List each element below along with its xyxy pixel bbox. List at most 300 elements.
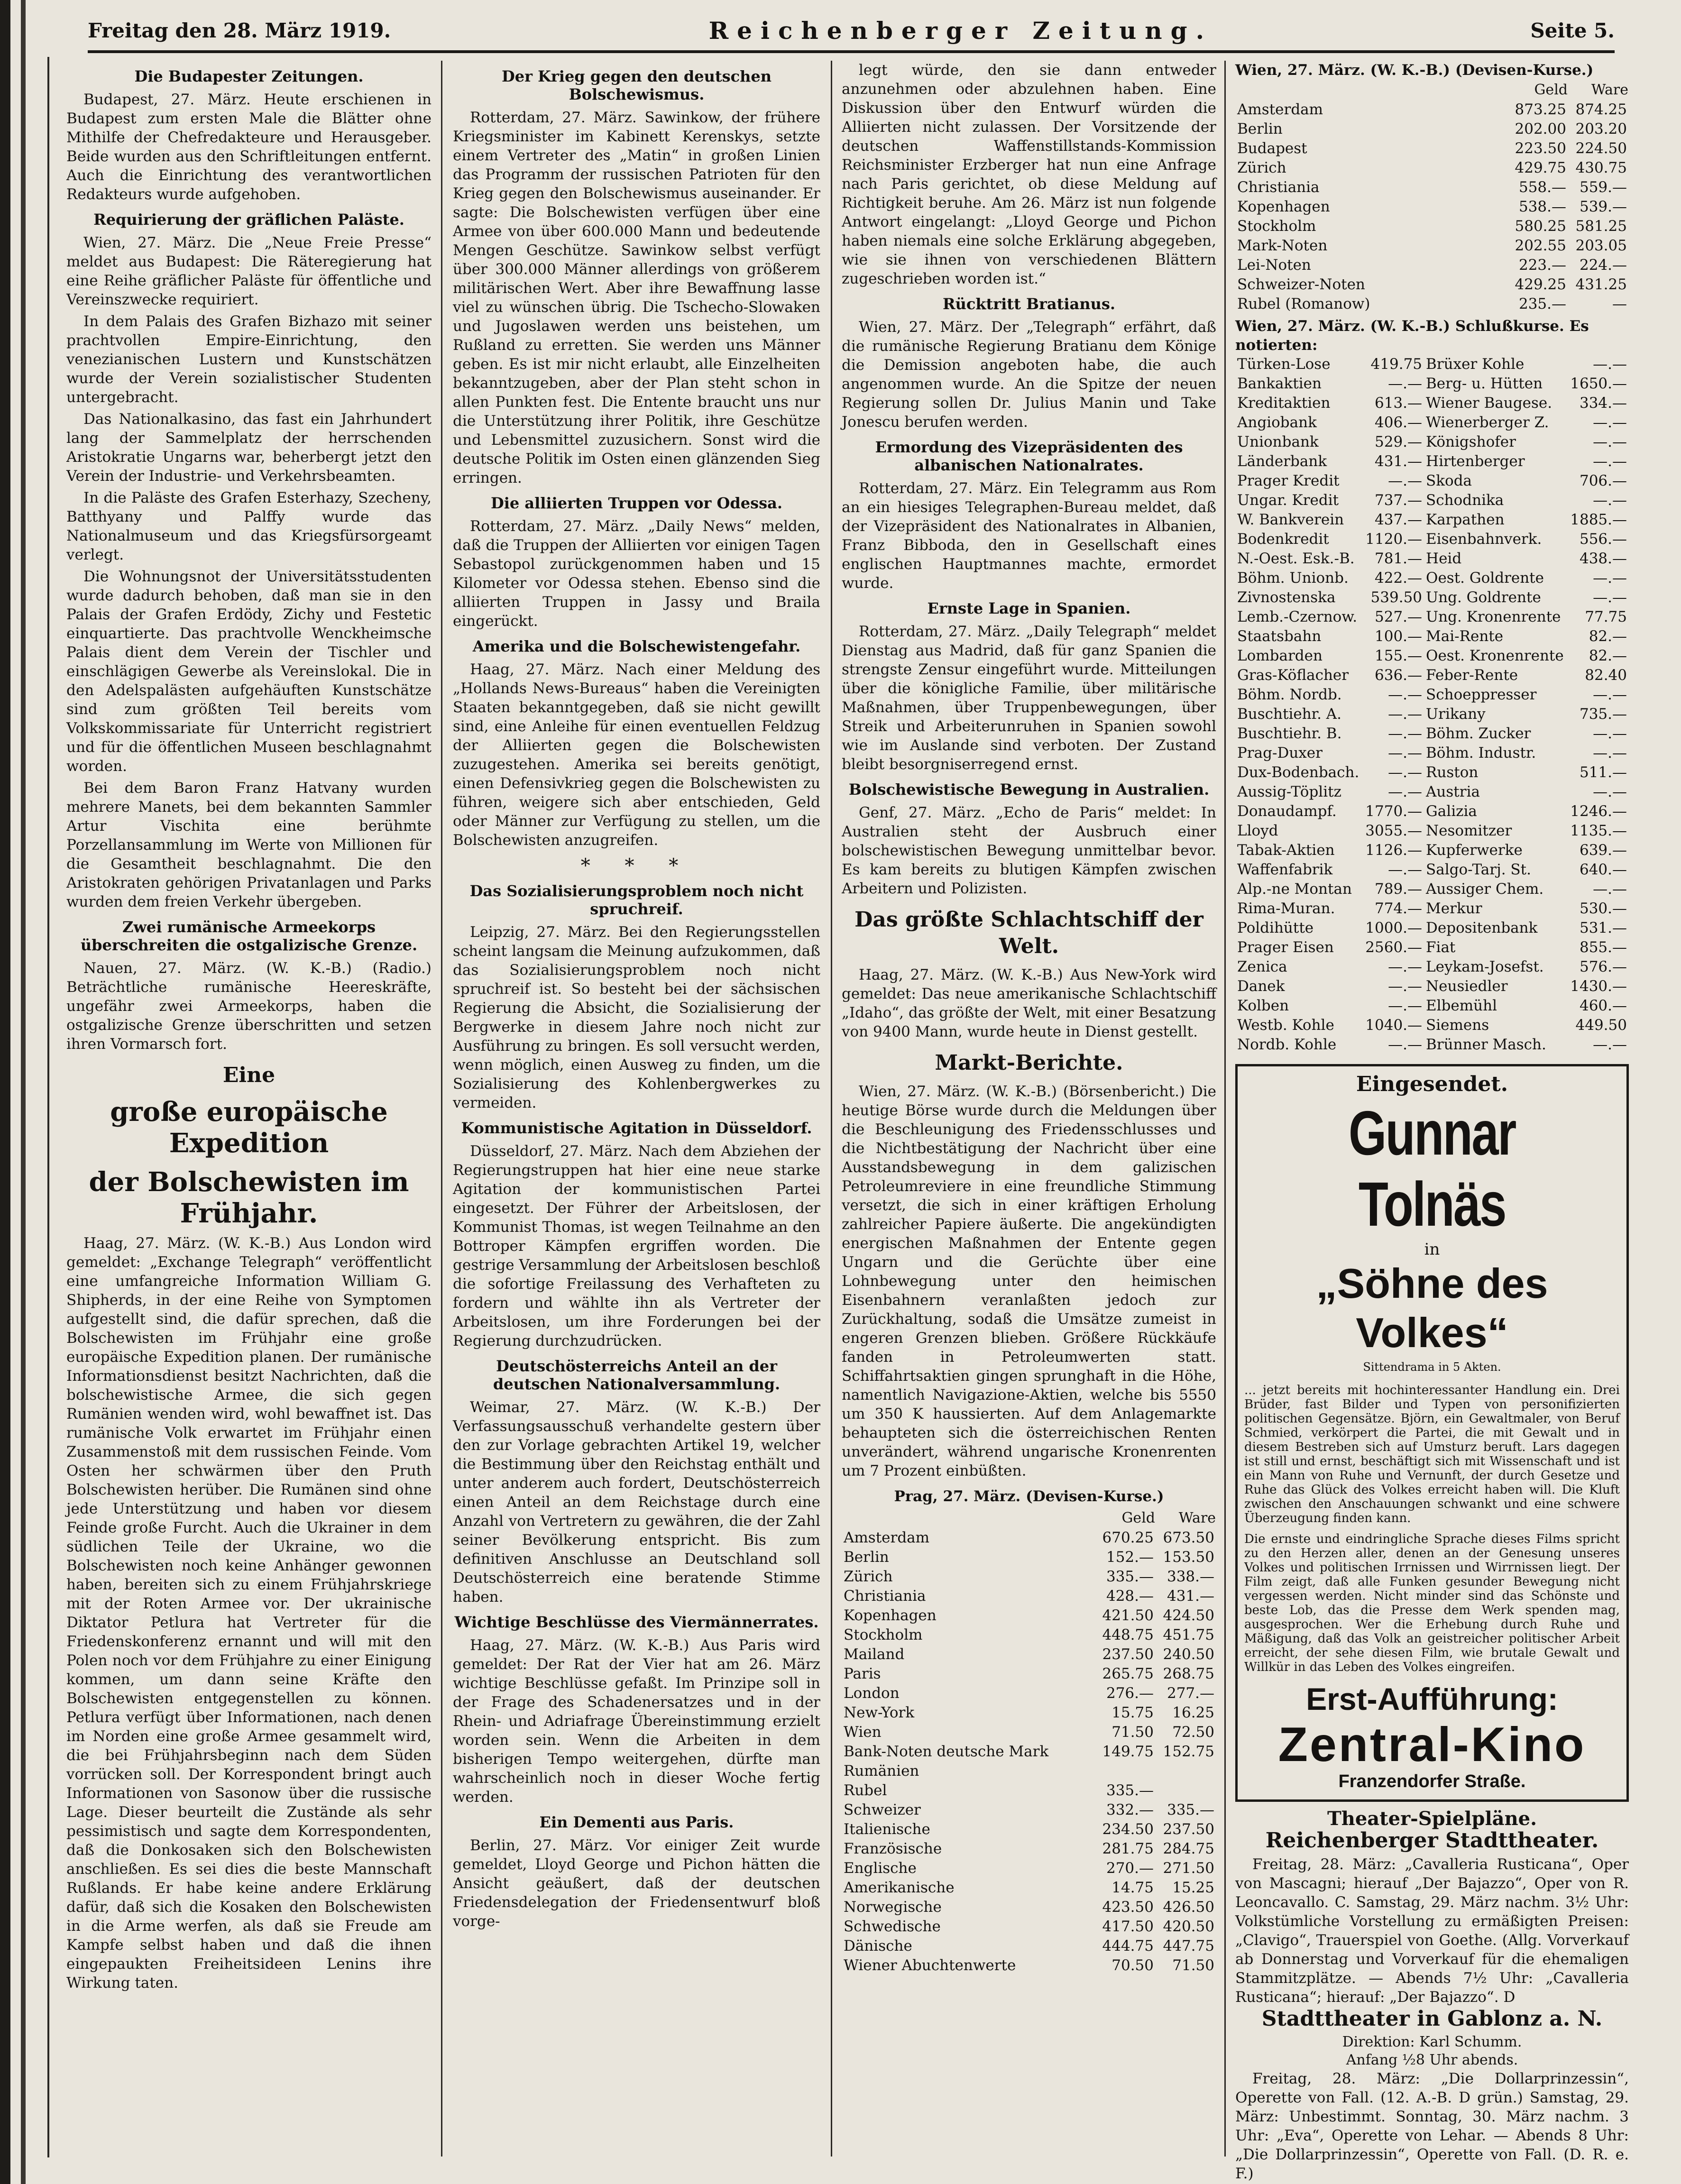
theater-section-title: Theater-Spielpläne. xyxy=(1327,1808,1537,1830)
table-cell: 15.25 xyxy=(1172,1879,1214,1896)
table-cell: 277.— xyxy=(1167,1685,1214,1702)
table-cell: 234.50 xyxy=(1102,1821,1154,1838)
table-row xyxy=(1235,256,1629,275)
table-cell: Danek xyxy=(1237,978,1285,995)
table-cell: 447.75 xyxy=(1163,1937,1214,1955)
table-row xyxy=(1235,724,1629,743)
table-row xyxy=(842,1703,1216,1723)
table-cell: Galizia xyxy=(1426,803,1477,820)
table-cell: —.— xyxy=(1388,997,1423,1014)
table-cell: 82.— xyxy=(1589,628,1627,645)
table-cell: 539.50 xyxy=(1370,589,1423,606)
article-headline: Die Budapester Zeitungen. xyxy=(134,67,364,85)
table-row xyxy=(842,1839,1216,1859)
table-row xyxy=(1235,413,1629,432)
table-row xyxy=(1235,841,1629,860)
table-cell: Eisenbahnverk. xyxy=(1426,531,1542,548)
table-cell: Kreditaktien xyxy=(1237,395,1331,412)
article-text: Haag, 27. März. (W. K.-B.) Aus New-York wird gemeldet: Das neue amerikanische Schlachtschiff „Idaho“, das größte der Welt, mit einer Besatzung von 9400 Mann, wurde heute in Dienst gestellt. xyxy=(842,966,1216,1040)
table-cell: 424.50 xyxy=(1163,1607,1214,1624)
table-cell: 100.— xyxy=(1375,628,1423,645)
article-headline: Zwei rumänische Armeekorps überschreiten die ostgalizische Grenze. xyxy=(80,918,418,954)
table-cell: Böhm. Unionb. xyxy=(1237,569,1349,587)
table-cell: 284.75 xyxy=(1163,1840,1214,1857)
table-row xyxy=(842,1936,1216,1956)
closing-rates-title: Wien, 27. März. (W. K.-B.) Schlußkurse. Es notierten: xyxy=(1235,318,1589,354)
table-row xyxy=(1235,880,1629,899)
table-cell: 511.— xyxy=(1579,764,1627,781)
table-cell: Wiener Baugese. xyxy=(1426,395,1552,412)
article-text: Düsseldorf, 27. März. Nach dem Abziehen der Regierungstruppen hat hier eine neue starke Agitation der kommunistischen Partei eingesetzt. Der Führer der Arbeitslosen, der Kommunist Thomas, ist wegen Teilnahme an den Bottroper Kämpfen ergriffen worden. Die gestrige Versammlung der Arbeitslosen beschloß die sofortige Freilassung des Verhafteten zu fordern und wählte ihn als Vertreter der Arbeitslosen, um ihre Forderungen bei der Regierung durchzudrücken. xyxy=(453,1143,820,1349)
table-cell: Siemens xyxy=(1426,1017,1489,1034)
table-cell: Ung. Kronenrente xyxy=(1426,608,1561,625)
table-cell: Schoeppresser xyxy=(1426,686,1537,703)
table-cell: 332.— xyxy=(1106,1801,1154,1818)
article-headline: Ernste Lage in Spanien. xyxy=(927,599,1131,617)
table-cell: Prag-Duxer xyxy=(1237,744,1323,762)
table-cell: 265.75 xyxy=(1102,1665,1154,1682)
table-cell: Waffenfabrik xyxy=(1237,861,1333,878)
table-cell: 438.— xyxy=(1579,550,1627,567)
table-cell: —.— xyxy=(1593,1036,1627,1053)
column-1 xyxy=(66,61,432,2156)
table-cell: 449.50 xyxy=(1575,1017,1627,1034)
table-cell: 538.— xyxy=(1518,198,1566,215)
table-cell: 419.75 xyxy=(1370,356,1423,373)
article-text: Weimar, 27. März. (W. K.-B.) Der Verfassungsausschuß verhandelte gestern über den zur Vorlage gebrachten Artikel 19, welcher die Bestimmung über den Reichstag enthält und unter anderem auch fordert, Deutschösterreich einen Anteil an dem Reichstage durch eine Anzahl von Vertretern zu gewähren, die der Zahl seiner Bevölkerung entspricht. Bis zum definitiven Anschlusse an Deutschland soll Deutschösterreich eine beratende Stimme haben. xyxy=(453,1399,820,1606)
table-cell: 428.— xyxy=(1106,1588,1154,1605)
table-header-row xyxy=(1235,80,1629,100)
table-cell: Brüxer Kohle xyxy=(1426,356,1525,373)
table-cell: Amsterdam xyxy=(1237,101,1323,118)
table-cell: Westb. Kohle xyxy=(1237,1017,1334,1034)
prag-rates-title: Prag, 27. März. (Devisen-Kurse.) xyxy=(894,1488,1164,1505)
table-cell: —.— xyxy=(1593,492,1627,509)
table-cell: 426.50 xyxy=(1163,1899,1214,1916)
closing-rates-table xyxy=(1235,355,1629,1055)
table-cell: —.— xyxy=(1388,472,1423,489)
column-header: Geld xyxy=(1534,82,1568,98)
table-cell: Italienische xyxy=(844,1821,930,1838)
table-cell: 422.— xyxy=(1375,569,1423,587)
table-row xyxy=(1235,217,1629,236)
table-cell: Urikany xyxy=(1426,706,1486,723)
table-cell: Christiania xyxy=(844,1588,926,1605)
article-headline: Ermordung des Vizepräsidenten des albanischen Nationalrates. xyxy=(875,438,1183,474)
table-cell: 581.25 xyxy=(1575,218,1627,235)
table-cell: Zenica xyxy=(1237,958,1287,975)
table-cell: Englische xyxy=(844,1860,917,1877)
table-cell: 271.50 xyxy=(1163,1860,1214,1877)
table-cell: —.— xyxy=(1593,589,1627,606)
table-row xyxy=(1235,763,1629,782)
page-margin-rule xyxy=(47,57,49,2157)
header-page-number: Seite 5. xyxy=(1530,18,1615,42)
table-cell: Lemb.-Czernow. xyxy=(1237,608,1358,625)
table-cell: —.— xyxy=(1388,861,1423,878)
table-cell: —.— xyxy=(1593,453,1627,470)
table-cell: 237.50 xyxy=(1102,1646,1154,1663)
table-cell: Dux-Bodenbach. xyxy=(1237,764,1359,781)
table-cell: 873.25 xyxy=(1515,101,1566,118)
table-cell: 558.— xyxy=(1518,179,1566,196)
table-cell: Leykam-Josefst. xyxy=(1426,958,1544,975)
table-cell: 223.50 xyxy=(1515,140,1566,157)
table-cell: 149.75 xyxy=(1102,1743,1154,1760)
table-cell: Nordb. Kohle xyxy=(1237,1036,1337,1053)
column-header: Ware xyxy=(1591,82,1628,98)
table-cell: —.— xyxy=(1388,706,1423,723)
article-text: In die Paläste des Grafen Esterhazy, Szecheny, Batthyany und Palffy wurde das Nationalmuseum und das Kriegsfürsorgeamt verlegt. xyxy=(66,489,432,563)
table-cell: Rumänien xyxy=(844,1762,919,1780)
table-cell: 82.— xyxy=(1589,647,1627,664)
table-row xyxy=(1235,938,1629,957)
table-cell: 1650.— xyxy=(1570,375,1627,392)
table-cell: 448.75 xyxy=(1102,1626,1154,1643)
table-cell: 16.25 xyxy=(1172,1704,1214,1721)
feature-headline: der Bolschewisten im Frühjahr. xyxy=(89,1166,409,1229)
table-cell xyxy=(1095,1762,1156,1781)
table-header-row xyxy=(842,1508,1216,1528)
article-headline: Rücktritt Bratianus. xyxy=(942,295,1115,313)
article-text: In dem Palais des Grafen Bizhazo mit seiner prachtvollen Empire-Einrichtung, den venezianischen Lustern und Kunstschätzen wurde der Verein sozialistischer Studenten untergebracht. xyxy=(66,313,432,406)
article-text: Haag, 27. März. Nach einer Meldung des „Hollands News-Bureaus“ haben die Vereinigten Staaten bekanntgegeben, daß sie nicht gewillt sind, eine Anleihe für einen eventuellen Feldzug der Alliierten gegen die Bolschewisten zuzugestehen. Amerika sei bereits genötigt, einen Defensivkrieg gegen die Bolschewisten zu führen, weigere sich aber entschieden, Geld oder Männer zur Verfügung zu stellen, um die Bolschewisten anzugreifen. xyxy=(453,661,820,849)
table-cell: 421.50 xyxy=(1102,1607,1154,1624)
table-cell: 556.— xyxy=(1579,531,1627,548)
table-row xyxy=(1235,996,1629,1016)
table-cell: Bank-Noten deutsche Mark xyxy=(844,1743,1049,1760)
article-headline: Deutschösterreichs Anteil an der deutschen Nationalversammlung. xyxy=(493,1357,781,1393)
table-cell: Karpathen xyxy=(1426,511,1505,528)
table-cell: Prager Kredit xyxy=(1237,472,1340,489)
table-row xyxy=(842,1567,1216,1587)
table-cell: —.— xyxy=(1593,744,1627,762)
table-row xyxy=(1235,178,1629,197)
table-cell: 155.— xyxy=(1375,647,1423,664)
table-cell: 636.— xyxy=(1375,667,1423,684)
table-row xyxy=(1235,918,1629,938)
table-cell: 281.75 xyxy=(1102,1840,1154,1857)
table-cell: 3055.— xyxy=(1365,822,1423,839)
table-cell: —.— xyxy=(1388,958,1423,975)
section-separator: * * * xyxy=(580,855,693,877)
table-cell: 673.50 xyxy=(1163,1529,1214,1546)
theater-start-time: Anfang ½8 Uhr abends. xyxy=(1346,2052,1518,2068)
table-cell: 153.50 xyxy=(1163,1549,1214,1566)
table-cell: 1430.— xyxy=(1570,978,1627,995)
table-cell: Budapest xyxy=(1237,140,1307,157)
column-rule xyxy=(1224,61,1226,2156)
table-cell: —.— xyxy=(1388,1036,1423,1053)
article-text: Die Wohnungsnot der Universitätsstudenten wurde dadurch behoben, daß man sie in den Palais der Grafen Erdödy, Zichy und Festetic einquartierte. Das prachtvolle Wenckheimsche Palais dient dem Verein der Tischler und einschlägigen Gewerbe als Vereinslokal. Die in den Adelspalästen aufgehäuften Kunstschätze sind zum größten Teil bereits vom Volkskommissariate für Unterricht registriert und für die öffentlichen Museen beschlagnahmt worden. xyxy=(66,568,432,775)
table-cell: 539.— xyxy=(1579,198,1627,215)
theater-program: Freitag, 28. März: „Die Dollarprinzessin“, Operette von Fall. (12. A.-B. D grün.) Samstag, 29. März: Unbestimmt. Sonntag, 30. März nachm. 3 Uhr: „Eva“, Operette von Lehar. — Abends 8 Uhr: „Die Dollarprinzessin“, Operette von Fall. (D. R. e. F.) xyxy=(1235,2070,1629,2182)
table-row xyxy=(842,1625,1216,1645)
ad-actor-name: Gunnar Tolnäs xyxy=(1348,1098,1516,1239)
table-cell: 152.75 xyxy=(1163,1743,1214,1760)
table-cell: Mai-Rente xyxy=(1426,628,1504,645)
ad-text: ... jetzt bereits mit hochinteressanter Handlung ein. Drei Brüder, fast Bilder und Typen von personifizierten politischen Gegensätze. Björn, ein Gewaltmaler, von Beruf Schmied, verkörpert die Partei, die mit Gewalt und in diesem Bestreben sich auf Umsturz beruft. Lars dagegen ist still und ernst, beschäftigt sich mit Wissenschaft und ist ein Mann von Ruhe und Vernunft, der durch Gesetze und Ruhe das Glück des Volkes erreicht haben will. Die Kluft zwischen den Anschauungen schwankt und eine schwere Überzeugung finden kann. xyxy=(1244,1383,1620,1525)
table-cell: 77.75 xyxy=(1585,608,1627,625)
ad-film-title: „Söhne des Volkes“ xyxy=(1316,1260,1548,1356)
table-row xyxy=(1235,1035,1629,1055)
table-row xyxy=(842,1684,1216,1703)
table-cell: 82.40 xyxy=(1585,667,1627,684)
table-cell: 223.— xyxy=(1518,257,1566,274)
table-cell: 335.— xyxy=(1106,1782,1154,1799)
table-cell: 420.50 xyxy=(1163,1918,1214,1935)
table-cell: Donaudampf. xyxy=(1237,803,1337,820)
table-row xyxy=(1235,1016,1629,1035)
article-text: Das Nationalkasino, das fast ein Jahrhundert lang der Sammelplatz der herrschenden Aristokratie Ungarns war, beherbergt jetzt den Verein der Industrie- und Verkehrsbeamten. xyxy=(66,411,432,485)
table-cell: Amsterdam xyxy=(844,1529,930,1546)
table-cell: Rubel xyxy=(844,1782,887,1799)
table-cell: Französische xyxy=(844,1840,942,1857)
table-row xyxy=(842,1548,1216,1567)
table-cell: 437.— xyxy=(1375,511,1423,528)
table-row xyxy=(1235,802,1629,821)
table-cell: Lloyd xyxy=(1237,822,1278,839)
article-text: Bei dem Baron Franz Hatvany wurden mehrere Manets, bei dem bekannten Sammler Artur Vischita eine berühmte Porzellansammlung im Werte von Millionen für die Gesamtheit beschlagnahmt. Die den Aristokraten gehörigen Privatanlagen und Parks wurden dem freien Verkehr übergeben. xyxy=(66,780,432,910)
theater-title: Stadttheater in Gablonz a. N. xyxy=(1261,2007,1603,2031)
ad-in: in xyxy=(1424,1240,1440,1259)
table-row xyxy=(842,1645,1216,1664)
table-cell: Buschtiehr. B. xyxy=(1237,725,1342,742)
feature-headline: große europäische Expedition xyxy=(110,1096,388,1159)
table-cell: Fiat xyxy=(1426,939,1456,956)
article-text: Rotterdam, 27. März. Ein Telegramm aus Rom an ein hiesiges Telegraphen-Bureau meldet, daß der Vizepräsident des Nationalrates in Albanien, Franz Bibboda, den in Gesellschaft eines englischen Hauptmannes machte, ermordet wurde. xyxy=(842,480,1216,592)
table-row xyxy=(1235,782,1629,802)
table-cell: Böhm. Zucker xyxy=(1426,725,1531,742)
table-cell: Alp.-ne Montan xyxy=(1237,881,1352,898)
table-row xyxy=(1235,139,1629,158)
table-cell: 276.— xyxy=(1106,1685,1154,1702)
article-text: Rotterdam, 27. März. „Daily News“ melden, daß die Truppen der Alliierten vor einigen Tagen Sebastopol zurückgenommen haben und 15 Kilometer vor Odessa stehen. Ebenso sind die alliierten Truppen in Jassy und Braila eingerückt. xyxy=(453,518,820,630)
table-cell: Königshofer xyxy=(1426,433,1516,450)
table-cell: 430.75 xyxy=(1575,159,1627,176)
table-cell: Mark-Noten xyxy=(1237,237,1328,254)
table-cell: Ruston xyxy=(1426,764,1479,781)
table-cell: 639.— xyxy=(1579,842,1627,859)
table-cell: Schweizer-Noten xyxy=(1237,276,1365,293)
table-cell: Staatsbahn xyxy=(1237,628,1322,645)
table-cell: 72.50 xyxy=(1172,1724,1214,1741)
ad-cinema-street: Franzendorfer Straße. xyxy=(1338,1771,1526,1791)
table-cell: 203.20 xyxy=(1575,120,1627,138)
table-cell: —.— xyxy=(1388,744,1423,762)
table-cell: —.— xyxy=(1593,433,1627,450)
table-cell: 270.— xyxy=(1106,1860,1154,1877)
table-cell: Buschtiehr. A. xyxy=(1237,706,1342,723)
table-cell: 338.— xyxy=(1167,1568,1214,1585)
table-cell: Kopenhagen xyxy=(844,1607,937,1624)
table-row xyxy=(1235,977,1629,996)
table-cell: —.— xyxy=(1388,783,1423,800)
table-cell: 406.— xyxy=(1375,414,1423,431)
table-cell: Hirtenberger xyxy=(1426,453,1525,470)
feature-headline: Das größte Schlachtschiff der Welt. xyxy=(854,908,1203,958)
ad-label: Eingesendet. xyxy=(1356,1072,1508,1096)
table-cell: Gras-Köflacher xyxy=(1237,667,1349,684)
theater-program: Freitag, 28. März: „Cavalleria Rusticana“, Oper von Mascagni; hierauf „Der Bajazzo“, Oper von R. Leoncavallo. C. Samstag, 29. März nachm. 3½ Uhr: Volkstümliche Vorstellung zu ermäßigten Preisen: „Clavigo“, Trauerspiel von Goethe. (Allg. Vorverkauf ab Donnerstag und Vorverkauf für die ehemaligen Stammitzplätze. — Abends 7½ Uhr: „Cavalleria Rusticana“; hierauf: „Der Bajazzo“. D xyxy=(1235,1856,1629,2006)
table-cell: 670.25 xyxy=(1102,1529,1154,1546)
header-date: Freitag den 28. März 1919. xyxy=(88,18,391,42)
table-row xyxy=(1235,627,1629,646)
wien-rates-table xyxy=(1235,80,1629,314)
table-cell: Zivnostenska xyxy=(1237,589,1336,606)
table-cell: 417.50 xyxy=(1102,1918,1154,1935)
table-row xyxy=(842,1587,1216,1606)
table-cell: 429.25 xyxy=(1515,276,1566,293)
table-cell: 235.— xyxy=(1518,295,1566,312)
table-row xyxy=(842,1723,1216,1742)
table-row xyxy=(1235,899,1629,918)
table-cell: W. Bankverein xyxy=(1237,511,1344,528)
table-cell: Feber-Rente xyxy=(1426,667,1518,684)
feature-headline-kicker: Eine xyxy=(222,1063,276,1087)
table-cell: 1040.— xyxy=(1365,1017,1423,1034)
section-headline-markets: Markt-Berichte. xyxy=(935,1051,1123,1075)
table-row xyxy=(842,1820,1216,1839)
column-header: Ware xyxy=(1178,1510,1216,1526)
table-cell: 1246.— xyxy=(1570,803,1627,820)
wien-rates-title: Wien, 27. März. (W. K.-B.) (Devisen-Kurse.) xyxy=(1235,62,1594,79)
table-cell: 423.50 xyxy=(1102,1899,1154,1916)
table-row xyxy=(842,1859,1216,1878)
table-row xyxy=(1235,569,1629,588)
table-cell: 1885.— xyxy=(1570,511,1627,528)
table-cell: Nesomitzer xyxy=(1426,822,1512,839)
table-cell: 640.— xyxy=(1579,861,1627,878)
table-cell: Rima-Muran. xyxy=(1237,900,1335,917)
table-cell: Heid xyxy=(1426,550,1462,567)
table-cell: 334.— xyxy=(1579,395,1627,412)
prag-rates-table xyxy=(842,1508,1216,1975)
table-cell: Kolben xyxy=(1237,997,1289,1014)
table-cell: — xyxy=(1612,295,1627,312)
table-row xyxy=(842,1800,1216,1820)
table-row xyxy=(1235,530,1629,549)
table-cell: Kupferwerke xyxy=(1426,842,1523,859)
table-cell: 240.50 xyxy=(1163,1646,1214,1663)
scan-edge xyxy=(0,0,10,2184)
table-row xyxy=(842,1917,1216,1936)
article-text: Budapest, 27. März. Heute erschienen in Budapest zum ersten Male die Blätter ohne Mithilfe der Chefredakteure und Herausgeber. Beide wurden aus den Schriftleitungen entfernt. Auch die Einrichtung des verantwortlichen Redakteurs wurde aufgehoben. xyxy=(66,91,432,203)
table-cell: 451.75 xyxy=(1163,1626,1214,1643)
article-text: Wien, 27. März. (W. K.-B.) (Börsenbericht.) Die heutige Börse wurde durch die Meldungen über die Beschleunigung des Friedensschlusses und die Nichtbestätigung der Nachricht über eine Ausstandsbewegung in dem galizischen Petroleumreviere in eine freundliche Stimmung versetzt, die sich in einer kräftigen Erholung zahlreicher Papiere äußerte. Die angekündigten energischen Maßnahmen der Entente gegen Ungarn und die Gerüchte über eine Lohnbewegung unter den heimischen Eisenbahnern veranlaßten jedoch zur Zurückhaltung, sodaß die Umsätze zumeist in engeren Grenzen blieben. Größere Rückkäufe fanden in Petroleumwerten statt. Schiffahrtsaktien gingen sprunghaft in die Höhe, namentlich Navigazione-Aktien, welche bis 5550 um 350 K haussierten. Auf dem Anlagemarkte behaupteten sich die österreichischen Renten unverändert, während ungarische Kronenrenten um 7 Prozent einbüßten. xyxy=(842,1083,1216,1479)
table-cell: —.— xyxy=(1388,375,1423,392)
table-cell: Amerikanische xyxy=(844,1879,955,1896)
table-cell: —.— xyxy=(1593,725,1627,742)
table-cell: Norwegische xyxy=(844,1899,942,1916)
article-text: Haag, 27. März. (W. K.-B.) Aus Paris wird gemeldet: Der Rat der Vier hat am 26. März wichtige Beschlüsse gefaßt. Im Prinzipe soll in der Frage des Schadenersatzes und in der Rhein- und Adriafrage Übereinstimmung erzielt worden sein. Wenn die Arbeiten in dem bisherigen Tempo weitergehen, dürfte man wahrscheinlich noch in dieser Woche fertig werden. xyxy=(453,1637,820,1806)
article-text: Berlin, 27. März. Vor einiger Zeit wurde gemeldet, Lloyd George und Pichon hätten die Ansicht geäußert, daß der deutschen Friedensdelegation der Friedensentwurf bloß vorge- xyxy=(453,1837,820,1930)
article-text: Haag, 27. März. (W. K.-B.) Aus London wird gemeldet: „Exchange Telegraph“ veröffentlicht eine umfangreiche Information William G. Shipherds, in der eine Reihe von Symptomen aufgestellt sind, die dafür sprechen, daß die Bolschewisten im Frühjahr eine große europäische Expedition planen. Der rumänische Informationsdienst besitzt Nachrichten, daß die bolschewistische Armee, die sich gegen Rumänien wenden wird, wohl bewaffnet ist. Das rumänische Volk erwartet im Frühjahr einen Zusammenstoß mit dem russischen Feinde. Vom Osten her schwärmen über den Pruth Bolschewisten herüber. Die Rumänen sind ohne jede Unterstützung und haben vor diesem Feinde große Furcht. Auch die Ukrainer in dem südlichen Teile der Ukraine, wo die Bolschewisten noch keine Anhänger gewonnen haben, bereiten sich zu einem Frühjahrskriege mit der Roten Armee vor. Der ukrainische Diktator Petlura hat Vertreter für die Friedenskonferenz ernannt und will mit den Polen noch vor dem Frühjahre zu einer Einigung kommen, um dann seine Kräfte den Bolschewisten entgegenstellen zu können. Petlura verfügt über Informationen, nach denen im Norden eine große Armee gesammelt wird, die bei Frühjahrsbeginn nach dem Süden vorrücken soll. Der Korrespondent bringt auch Informationen von Sasonow über die russische Lage. Dieser beurteilt die Zustände als sehr pessimistisch und sagte dem Korrespondenten, daß die Donkosaken sich den Bolschewisten anschließen. Es sei dies die beste Mannschaft Rußlands. Er habe keine andere Erklärung dafür, daß sich die Kosaken den Bolschewisten in die Arme werfen, als daß sie Freude am Kampfe selbst haben und daß die ihnen eingepaukten Freiheitsideen Lenins ihre Wirkung taten. xyxy=(66,1235,432,1991)
table-cell: Dänische xyxy=(844,1937,912,1955)
table-cell: Ungar. Kredit xyxy=(1237,492,1339,509)
page-header xyxy=(88,10,1615,53)
table-cell: 14.75 xyxy=(1111,1879,1154,1896)
table-cell: 737.— xyxy=(1375,492,1423,509)
ad-premiere: Erst-Aufführung: xyxy=(1306,1681,1558,1716)
table-row xyxy=(842,1762,1216,1781)
table-cell: —.— xyxy=(1388,978,1423,995)
header-masthead: Reichenberger Zeitung. xyxy=(708,16,1213,45)
table-cell: 224.50 xyxy=(1575,140,1627,157)
table-row xyxy=(1235,685,1629,705)
table-cell: Aussiger Chem. xyxy=(1426,881,1544,898)
article-text: Nauen, 27. März. (W. K.-B.) (Radio.) Beträchtliche rumänische Heereskräfte, ungefähr zwei Armeekorps, haben die ostgalizische Grenze überschritten und setzen ihren Vormarsch fort. xyxy=(66,960,432,1053)
column-rule xyxy=(441,61,442,2156)
table-cell: 576.— xyxy=(1579,958,1627,975)
table-row xyxy=(1235,355,1629,374)
table-cell: 429.75 xyxy=(1515,159,1566,176)
article-headline: Amerika und die Bolschewistengefahr. xyxy=(472,637,801,655)
table-cell: —.— xyxy=(1593,783,1627,800)
article-text: Genf, 27. März. „Echo de Paris“ meldet: In Australien steht der Ausbruch einer bolschewistischen Bewegung unmittelbar bevor. Es kam bereits zu blutigen Kämpfen zwischen Arbeitern und Polizisten. xyxy=(842,804,1216,897)
table-row xyxy=(1235,374,1629,394)
table-cell xyxy=(1156,1762,1216,1781)
table-cell: Zürich xyxy=(844,1568,893,1585)
table-cell: Lombarden xyxy=(1237,647,1323,664)
table-cell: 444.75 xyxy=(1102,1937,1154,1955)
table-row xyxy=(1235,452,1629,471)
table-cell: 531.— xyxy=(1579,919,1627,936)
table-cell: Unionbank xyxy=(1237,433,1319,450)
table-cell: Mailand xyxy=(844,1646,905,1663)
table-cell: 735.— xyxy=(1579,706,1627,723)
table-cell: Bankaktien xyxy=(1237,375,1322,392)
table-cell: 855.— xyxy=(1579,939,1627,956)
table-row xyxy=(842,1781,1216,1800)
table-cell: 460.— xyxy=(1579,997,1627,1014)
table-cell: Ung. Goldrente xyxy=(1426,589,1541,606)
table-cell: Länderbank xyxy=(1237,453,1327,470)
table-cell: Lei-Noten xyxy=(1237,257,1311,274)
table-cell: Berlin xyxy=(1237,120,1283,138)
table-cell: Böhm. Nordb. xyxy=(1237,686,1342,703)
table-cell: 237.50 xyxy=(1163,1821,1214,1838)
article-headline: Wichtige Beschlüsse des Viermännerrates. xyxy=(454,1613,819,1631)
table-cell: 527.— xyxy=(1375,608,1423,625)
table-cell: 1000.— xyxy=(1365,919,1423,936)
table-row xyxy=(842,1742,1216,1762)
table-cell: Schodnika xyxy=(1426,492,1504,509)
table-cell: Türken-Lose xyxy=(1237,356,1331,373)
table-row xyxy=(1235,471,1629,491)
article-headline: Das Sozialisierungsproblem noch nicht spruchreif. xyxy=(469,882,804,918)
table-cell: —.— xyxy=(1593,569,1627,587)
table-cell: —.— xyxy=(1388,686,1423,703)
table-cell: Oest. Goldrente xyxy=(1426,569,1544,587)
table-cell: 580.25 xyxy=(1515,218,1566,235)
table-row xyxy=(1235,743,1629,763)
table-cell: 152.— xyxy=(1106,1549,1154,1566)
table-cell: —.— xyxy=(1593,414,1627,431)
table-row xyxy=(1235,491,1629,510)
table-cell: 431.— xyxy=(1167,1588,1214,1605)
table-row xyxy=(1235,607,1629,627)
table-cell: —.— xyxy=(1388,764,1423,781)
table-cell: 1126.— xyxy=(1365,842,1423,859)
scan-edge-inner xyxy=(21,0,26,2184)
table-cell: Zürich xyxy=(1237,159,1286,176)
table-row xyxy=(1235,394,1629,413)
table-cell: 268.75 xyxy=(1163,1665,1214,1682)
table-cell: 431.— xyxy=(1375,453,1423,470)
table-cell: Wiener Abuchtenwerte xyxy=(844,1957,1016,1974)
table-cell: Berlin xyxy=(844,1549,889,1566)
